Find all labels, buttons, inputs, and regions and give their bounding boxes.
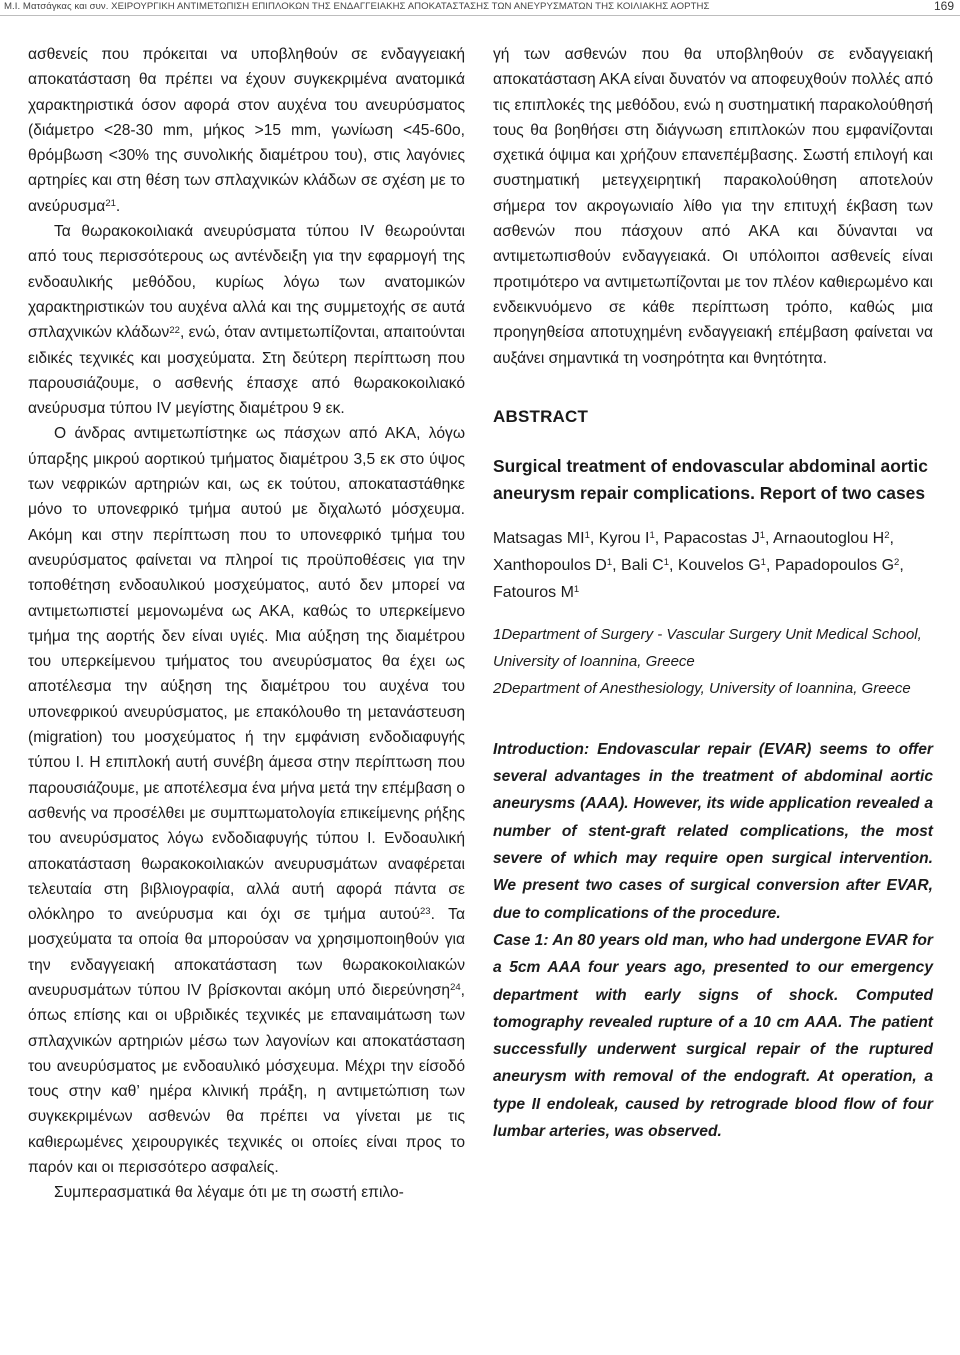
author-separator: , bbox=[765, 556, 775, 574]
author-name: Bali C bbox=[621, 556, 664, 574]
running-head-text: Μ.Ι. Ματσάγκας και συν. ΧΕΙΡΟΥΡΓΙΚΗ ΑΝΤΙΜΕΤΩΠΙΣΗ ΕΠΙΠΛΟΚΩΝ ΤΗΣ ΕΝΔΑΓΓΕΙΑΚΗΣ ΑΠΟΚΑΤΑΣΤΑΣΗΣ ΤΩΝ ΑΝΕΥΡΥΣΜΑΤΩΝ ΤΗΣ ΚΟΙΛΙΑΚΗΣ ΑΟΡΤΗΣ bbox=[4, 1, 710, 12]
author-list bbox=[493, 525, 933, 606]
abstract-heading: ABSTRACT bbox=[493, 406, 589, 426]
affiliation-surgery: 1Department of Surgery - Vascular Surgery Unit Medical School, University of Ioannina, Greece bbox=[493, 625, 922, 670]
author-separator: , bbox=[669, 556, 678, 574]
author-name: Papacostas J bbox=[663, 529, 760, 547]
author-separator: , bbox=[589, 529, 599, 547]
author-name: Arnaoutoglou H bbox=[773, 529, 885, 547]
author-name: Matsagas MI bbox=[493, 529, 585, 547]
paragraph-anatomy-criteria: ασθενείς που πρόκειται να υποβληθούν σε ενδαγγειακή αποκατάσταση θα πρέπει να έχουν συγκεκριμένα ανατομικά χαρακτηριστικά όσον αφορά στον αυχένα του ανευρύσματος (διάμετρο <28-30 mm, μήκος >15 mm, γωνίωση <45-60ο, θρόμβωση <30% της συνολικής διαμέτρου του), στις λαγόνιες αρτηρίες και στη θέση των σπλαχνικών κλάδων σε σχέση με το ανεύρυσμα$^{21}$. bbox=[28, 46, 465, 215]
author-affiliation-mark: 2 bbox=[894, 557, 900, 569]
author-affiliation-mark: 1 bbox=[760, 557, 766, 569]
author-affiliation-mark: 1 bbox=[584, 530, 590, 542]
affiliation-anesthesiology: 2Department of Anesthesiology, University of Ioannina, Greece bbox=[493, 679, 911, 697]
author-separator: , bbox=[612, 556, 622, 574]
reference-21: 21 bbox=[105, 198, 116, 210]
paragraph-thoracoabdominal: Τα θωρακοκοιλιακά ανευρύσματα τύπου IV θεωρούνται από τους περισσότερους ως αντένδειξη για την εφαρμογή της ενδοαυλικής μεθόδου, κυρίως λόγω των ανατομικών χαρακτηριστικών του αυχένα αλλά και της συμμετοχής σε αυτά σπλαχνικών κλάδων$^{22}$, ενώ, όταν αντιμετωπίζονται, απαιτούνται ειδικές τεχνικές και μοσχεύματα. Στη δεύτερη περίπτωση που παρουσιάζουμε, ο ασθενής έπασχε από θωρακοκοιλιακό ανεύρυσμα τύπου IV μεγίστης διαμέτρου 9 εκ. bbox=[28, 223, 465, 418]
abstract-introduction: Introduction: Endovascular repair (EVAR) seems to offer several advantages in the treatment of abdominal aortic aneurysms (AAA). However, its wide application revealed a number of stent-graft related complications, the most severe of which may require open surgical intervention. We present two cases of surgical conversion after EVAR, due to complications of the procedure. bbox=[493, 740, 933, 922]
paragraph-conclusion-start: Συμπερασματικά θα λέγαμε ότι με τη σωστή επιλο- bbox=[54, 1184, 404, 1202]
author-affiliation-mark: 2 bbox=[884, 530, 890, 542]
author-affiliation-mark: 1 bbox=[649, 530, 655, 542]
paragraph-case-discussion: Ο άνδρας αντιμετωπίστηκε ως πάσχων από ΑΚΑ, λόγω ύπαρξης μικρού αορτικού τμήματος διαμέτρου 3,5 εκ στο ύψος των νεφρικών αρτηριών και, ως εκ τούτου, αποκαταστάθηκε μόνο το υπονεφρικό τμήμα αυτού με διχαλωτό μόσχευμα. Ακόμη και στην περίπτωση που το υπονεφρικό τμήμα του ανευρύσματος φαίνεται να πληροί τις προϋποθέσεις για την τοποθέτηση ενδοαυλικού μοσχεύματος, αυτό δεν μπορεί να αντιμετωπιστεί μεμονωμένα ως ΑΚΑ, καθώς το υπερκείμενο τμήμα της αορτής δεν είναι υγιές. Μια αύξηση της διαμέτρου του υπερκείμενου τμήματος του ανευρύσματος θα έχει ως αποτέλεσμα την αύξηση της διαμέτρου του αυχένα του υπονεφρικού ανευρύσματος, με επακόλουθο τη μετανάστευση (migration) του μοσχεύματος ή την εμφάνιση ενδοδιαφυγής τύπου I. Η επιπλοκή αυτή συνέβη άμεσα στην περίπτωση που παρουσιάζουμε, με αποτέλεσμα ένα μήνα μετά την επέμβαση ο ασθενής να προσέλθει με συμπτωματολογία επικείμενης ρήξης του ανευρύσματος λόγω ενδοδιαφυγής τύπου I. Ενδοαυλική αποκατάσταση θωρακοκοιλιακών ανευρυσμάτων αναφέρεται τελευταία στη βιβλιογραφία, αλλά αυτή αφορά πάντα σε ολόκληρο το ανεύρυσμα και όχι σε τμήμα αυτού$^{23}$. Τα μοσχεύματα τα οποία θα μπορούσαν να χρησιμοποιηθούν για την ενδαγγειακή αποκατάσταση των θωρακοκοιλιακών ανευρυσμάτων τύπου IV βρίσκονται ακόμη υπό διερεύνηση$^{24}$, όπως επίσης και οι υβριδικές τεχνικές με επαναιμάτωση των σπλαχνικών αρτηριών μέσω των λαγονίων και αποκατάσταση του ανευρύσματος με ενδοαυλικό μόσχευμα. Μέχρι την είσοδό τους στην καθ’ ημέρα κλινική πράξη, η αντιμετώπιση των συγκεκριμένων ασθενών θα πρέπει να γίνεται με τις καθιερωμένες χειρουργικές τεχνικές οι οποίες είναι προς το παρόν και οι περισσότερο ασφαλείς. bbox=[28, 425, 465, 1177]
page-number: 169 bbox=[933, 0, 954, 13]
right-column bbox=[493, 42, 933, 1145]
author-name: Kyrou I bbox=[598, 529, 650, 547]
author-name: Fatouros M bbox=[493, 583, 574, 601]
author-affiliation-mark: 1 bbox=[663, 557, 670, 569]
reference-22: 22 bbox=[169, 324, 180, 336]
author-name: Kouvelos G bbox=[677, 556, 761, 574]
author-name: Xanthopoulos D bbox=[493, 556, 607, 574]
reference-23: 23 bbox=[420, 906, 431, 918]
author-affiliation-mark: 1 bbox=[606, 557, 613, 569]
header-rule bbox=[0, 15, 960, 16]
author-affiliation-mark: 1 bbox=[573, 584, 580, 596]
reference-24: 24 bbox=[450, 982, 461, 994]
abstract-case-1: Case 1: An 80 years old man, who had undergone EVAR for a 5cm AAA four years ago, presented to our emergency department with early signs of shock. Computed tomography revealed rupture of a 10 cm AAA. The patient successfully underwent surgical repair of the ruptured aneurysm with removal of the endograft. At operation, a type II endoleak, caused by retrograde blood flow of four lumbar arteries, was observed. bbox=[493, 931, 933, 1141]
running-header bbox=[0, 0, 960, 14]
author-separator: , bbox=[899, 556, 904, 574]
paragraph-conclusion-continued: γή των ασθενών που θα υποβληθούν σε ενδαγγειακή αποκατάσταση ΑΚΑ είναι δυνατόν να αποφευχθούν πολλές από τις επιπλοκές της μεθόδου, ενώ η συστηματική παρακολούθησή τους θα βοηθήσει στη διάγνωση επιπλοκών που εμφανίζονται σχετικά όψιμα και χρήζουν επανεπέμβασης. Σωστή επιλογή και συστηματική μετεγχειρητική παρακολούθηση αποτελούν σήμερα τον ακρογωνιαίο λίθο για την επιτυχή έκβαση των ασθενών που πάσχουν από ΑΚΑ και δύνανται να αντιμετωπισθούν ενδαγγειακά. Οι υπόλοιποι ασθενείς είναι προτιμότερο να αντιμετωπίζονται με τον πλέον καθιερωμένο και ενδεικνυόμενο σε κάθε περίπτωση τρόπο, καθώς μια προηγηθείσα αποτυχημένη ενδαγγειακή επέμβαση φαίνεται να αυξάνει σημαντικά τη νοσηρότητα και θνητότητα. bbox=[493, 46, 933, 367]
author-affiliation-mark: 1 bbox=[759, 530, 766, 542]
author-name: Papadopoulos G bbox=[774, 556, 895, 574]
author-separator: , bbox=[889, 529, 894, 547]
english-title: Surgical treatment of endovascular abdominal aortic aneurysm repair complications. Report of two cases bbox=[493, 455, 928, 503]
author-separator: , bbox=[654, 529, 664, 547]
left-column bbox=[28, 42, 465, 1206]
author-separator: , bbox=[765, 529, 774, 547]
